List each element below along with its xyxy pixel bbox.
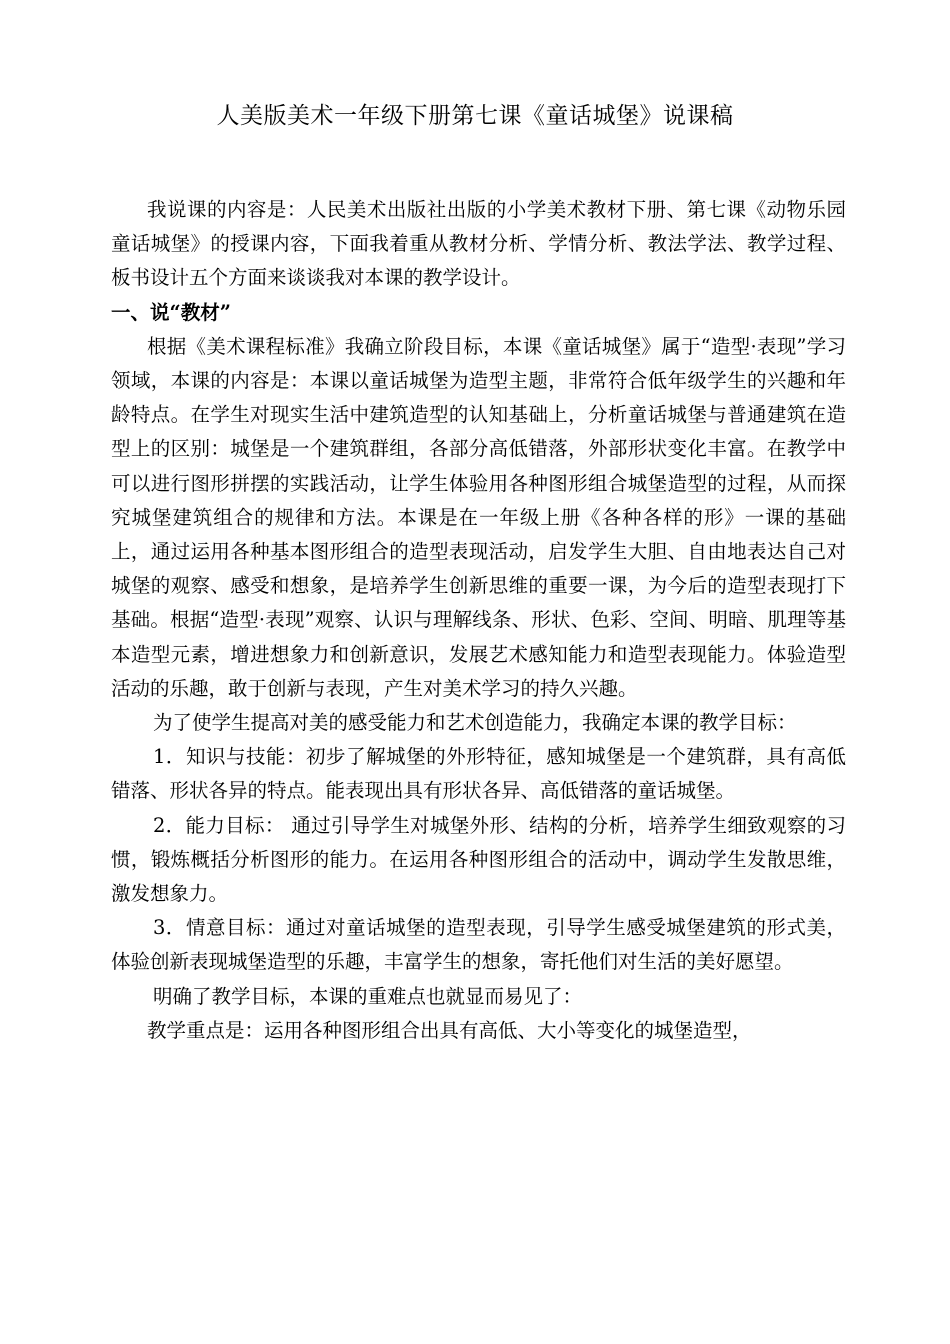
objectives-intro-paragraph: 为了使学生提高对美的感受能力和艺术创造能力，我确定本课的教学目标： (153, 711, 797, 735)
document-title: 人美版美术一年级下册第七课《童话城堡》说课稿 (216, 103, 734, 129)
goal-knowledge-paragraph: 1．知识与技能：初步了解城堡的外形特征，感知城堡是一个建筑群，具有高低错落、形状各异的特点。能表现出具有形状各异、高低错落的童话城堡。 (111, 745, 846, 803)
key-points-intro-paragraph: 明确了教学目标，本课的重难点也就显而易见了： (153, 984, 583, 1008)
materials-paragraph: 根据《美术课程标准》我确立阶段目标，本课《童话城堡》属于“造型·表现”学习领域，本课的内容是：本课以童话城堡为造型主题，非常符合低年级学生的兴趣和年龄特点。在学生对现实生活中建筑造型的认知基础上，分析童话城堡与普通建筑在造型上的区别：城堡是一个建筑群组，各部分高低错落，外部形状变化丰富。在教学中可以进行图形拼摆的实践活动，让学生体验用各种图形组合城堡造型的过程，从而探究城堡建筑组合的规律和方法。本课是在一年级上册《各种各样的形》一课的基础上，通过运用各种基本图形组合的造型表现活动，启发学生大胆、自由地表达自己对城堡的观察、感受和想象，是培养学生创新思维的重要一课，为今后的造型表现打下基础。根据“造型·表现”观察、认识与理解线条、形状、色彩、空间、明暗、肌理等基本造型元素，增进想象力和创新意识，发展艺术感知能力和造型表现能力。体验造型活动的乐趣，敢于创新与表现，产生对美术学习的持久兴趣。 (111, 334, 846, 700)
document-body (111, 193, 846, 1048)
goal-emotion-paragraph: 3．情意目标：通过对童话城堡的造型表现，引导学生感受城堡建筑的形式美，体验创新表现城堡造型的乐趣，丰富学生的想象，寄托他们对生活的美好愿望。 (111, 916, 846, 974)
teaching-focus-paragraph: 教学重点是：运用各种图形组合出具有高低、大小等变化的城堡造型， (147, 1018, 752, 1042)
section-heading-materials: 一、说“教材” (111, 300, 231, 324)
intro-paragraph: 我说课的内容是：人民美术出版社出版的小学美术教材下册、第七课《动物乐园童话城堡》的授课内容，下面我着重从教材分析、学情分析、教法学法、教学过程、板书设计五个方面来谈谈我对本课的教学设计。 (111, 198, 846, 290)
goal-ability-paragraph: 2．能力目标： 通过引导学生对城堡外形、结构的分析，培养学生细致观察的习惯，锻炼概括分析图形的能力。在运用各种图形组合的活动中，调动学生发散思维，激发想象力。 (111, 813, 846, 906)
